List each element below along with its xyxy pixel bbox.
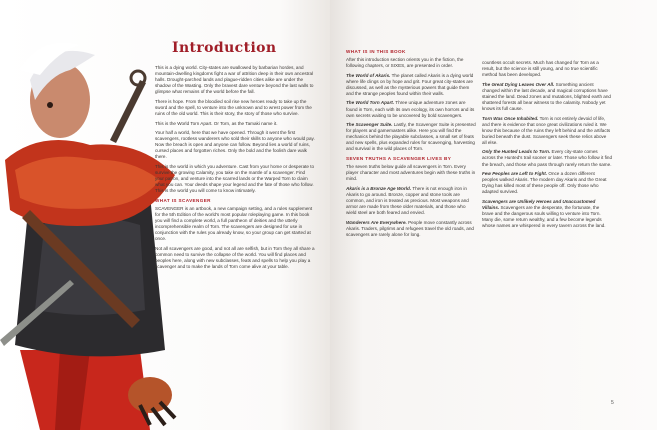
entry-label: Only the Hunted Leads to Torn.	[482, 149, 551, 155]
right-column-2	[482, 60, 612, 233]
intro-paragraph: This is the World Torn Apart. Or Torn, as the Tamaki name it.	[155, 120, 278, 126]
entry-label: The World of Akaris.	[346, 72, 391, 78]
entry-label: The Great Dying Leaves Over All.	[482, 81, 555, 87]
section-paragraph: SCAVENGER is an artbook, a new campaign setting, and a rules supplement for the 5th Edition of the world's most popular roleplaying game. In this book you will find a complete world, a full pantheon of deities and the utterly incomprehensible realm of Torn. The scavengers are designed for use in conjunction with the rules you already know, so your group can get started at once.	[155, 205, 313, 242]
entry-paragraph	[482, 82, 612, 112]
section-paragraph: The seven truths below guide all scavengers in Torn. Every player character and most adventures begin with these truths in mind.	[346, 164, 476, 182]
entry-text: The planet called Akaris is a dying world where life clings on by hope and grit. Four great city-states are discussed, as well as the mysterious powers that guide them and the strange peoples found within their walls.	[346, 72, 474, 96]
left-column	[155, 65, 315, 274]
entry-label: Torn Was Once Inhabited.	[482, 115, 539, 121]
intro-paragraph: There is hope. From the bloodied soil rise new heroes ready to take up the sword and the spell, to venture into the unknown and to wrest power from the ruins of the old world. This is their story, the story of those who survive.	[155, 98, 312, 117]
entry-text: Every city-state comes across the Hunted's trail sooner or later. Those who follow it find the breach, and those who pass through rarely return the same.	[482, 149, 612, 167]
section-heading: SEVEN TRUTHS A SCAVENGER LIVES BY	[346, 155, 452, 161]
entry-paragraph	[482, 116, 612, 146]
entry-text: There is not enough iron in Akaris to go around. Bronze, copper and stone tools are common, and iron is treated as precious. Most weapons and armor are made from these older materials, and those who wield steel are both feared and envied.	[346, 185, 469, 216]
entry-label: The Scavenger Suite.	[346, 122, 393, 128]
section-paragraph: After this introduction section orients you in the fiction, the following chapters, or SIXES, are presented in order.	[346, 57, 464, 69]
entry-label: Wanderers Are Everywhere.	[346, 219, 407, 225]
section-paragraph: countless occult secrets. Much has changed for Torn as a result, but the science is still young, and no true scientific method has been developed.	[482, 60, 599, 78]
page-number: 5	[611, 400, 614, 406]
entry-paragraph	[346, 100, 476, 118]
page-title: Introduction	[172, 40, 277, 56]
section-paragraph: Not all scavengers are good, and not all are selfish, but in Torn they all share a common need to survive the collapse of the world. You will find places and peoples here, along with new subclasses, feats and spells to help you play a scavenger and to make the lands of Torn come alive at your table.	[155, 245, 315, 270]
section-heading: WHAT IS SCAVENGER	[155, 197, 211, 203]
intro-paragraph: This is a dying world. City-states are swallowed by barbarian hordes, and mountain-dwelling kingdoms fight a war of attrition deep in their own ancestral halls. Drought-parched lands and plague-ridden cities alike are under the shadow of the Wasting. Only the bravest dare venture beyond the last walls to glimpse what remains of the world before the fall.	[155, 65, 314, 95]
section-heading: WHAT IS IN THIS BOOK	[346, 49, 406, 54]
entry-text: Scavengers are the desperate, the fortunate, the brave and the dangerous souls willing to venture into Torn. Many die, some return wealthy, and a few become legends whose names are whispered in every tavern across the land.	[482, 204, 606, 229]
entry-paragraph	[482, 199, 612, 229]
entry-paragraph	[346, 122, 476, 152]
entry-text: Lastly, the Scavenger Suite is presented for players and gamemasters alike. Here you will find the mechanics behind the playable subclasses, a small set of feats and new spells, plus expanded rules for scavenging, harvesting and survival in the wild places of Torn.	[346, 122, 476, 152]
entry-text: Once a dozen different peoples walked Akaris. The modern day Akaris and the Great Dying has killed most of these people off. Only those who adapted survived.	[482, 171, 607, 195]
entry-label: Scavengers are Unlikely Heroes and Unaccustomed Villains.	[482, 198, 596, 210]
entry-text: Three unique adventure zones are found in Torn, each with its own ecology, its own horrors and its own secrets waiting to be uncovered by bold scavengers.	[346, 100, 475, 118]
intro-paragraph: Your half a world, here that we have opened. Through it went the first scavengers, rootless wanderers who sold their skills to anyone who would pay. Now the breach is open and anyone can follow. Beyond lies a world of ruins, cursed places and forgotten riches. Only the bold and the foolish dare walk there.	[155, 130, 315, 160]
entry-paragraph	[482, 171, 612, 195]
right-column-1	[346, 46, 476, 241]
entry-text: People move constantly across Akaris. Traders, pilgrims and refugees travel the old roads, and scavengers are rarely alone for long.	[346, 219, 474, 237]
intro-paragraph: This is the world in which you adventure. Cast from your home or desperate to survive the growing Calamity, you take on the mantle of a scavenger. Find your patron, and venture into the scarred lands or the Warped Torn to claim what you can. Your deeds shape your legend and the fate of those who follow. This is the world you will come to know intimately.	[155, 163, 315, 194]
entry-paragraph	[346, 220, 476, 238]
entry-text: Something ancient changed within the last decade, and magical corruptions have stained the land. Dead zones and mutations, blighted earth and shattered forests all bear witness to the calamity. Nobody yet knows its full cause.	[482, 81, 611, 112]
entry-label: Akaris is a Bronze Age World.	[346, 185, 412, 191]
entry-paragraph	[346, 186, 476, 216]
entry-text: Torn is not entirely devoid of life, and there is evidence that once great civilizations ruled it. We know this because of the ruins they left behind and the artifacts buried beneath the dust. Scavengers seek these relics above all else.	[482, 115, 611, 145]
entry-label: Few Peoples are Left to Fight.	[482, 171, 548, 177]
entry-label: The World Torn Apart.	[346, 100, 395, 106]
entry-paragraph	[346, 73, 476, 97]
entry-paragraph	[482, 149, 612, 167]
